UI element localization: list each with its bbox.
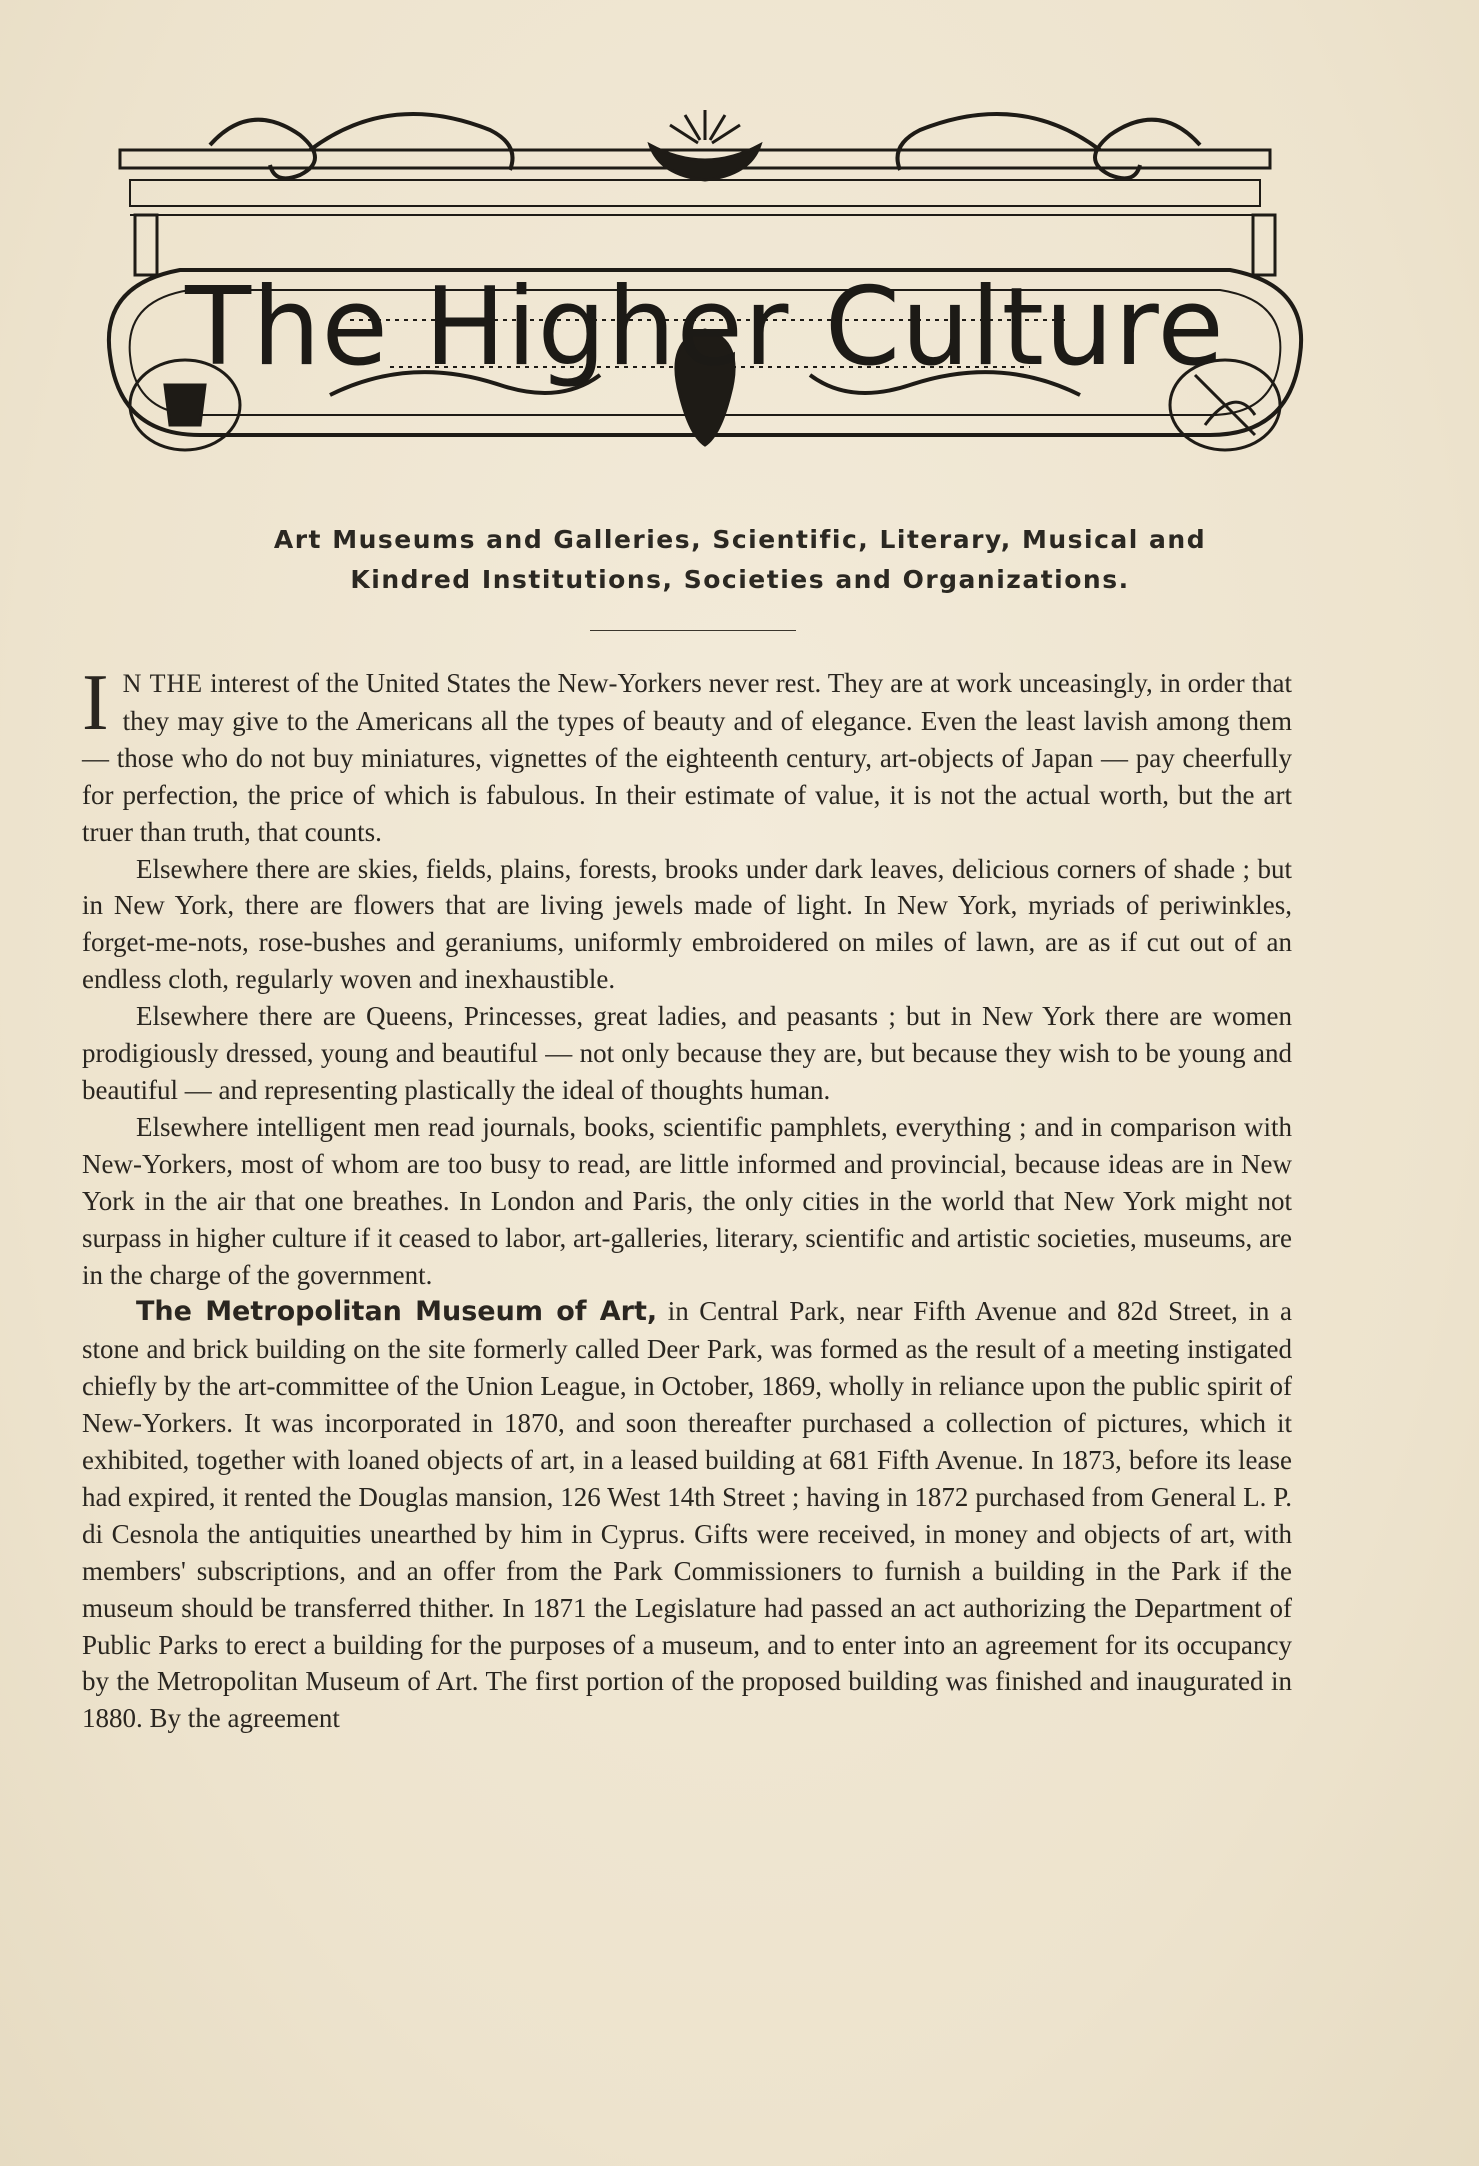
paragraph-2: Elsewhere there are skies, fields, plains, forests, brooks under dark leaves, delicious corners of shade ; but in New York, there are flowers that are living jewels made of light. In New York, myriads of periwinkles, forget-me-nots, rose-bushes and geraniums, uniformly embroidered on miles of lawn, are as if cut out of an endless cloth, regularly woven and inexhaustible. [82, 853, 1292, 995]
subtitle-line-2: Kindred Institutions, Societies and Organizations. [350, 565, 1130, 594]
page-title: The Higher Culture [185, 265, 1225, 390]
museum-name-heading: The Metropolitan Museum of Art, [136, 1296, 658, 1328]
paragraph-5 [82, 1293, 1292, 1737]
ornamental-header [90, 105, 1320, 505]
article-body [82, 659, 1292, 1737]
drop-cap: I [82, 659, 109, 747]
paragraph-4: Elsewhere intelligent men read journals, books, scientific pamphlets, everything ; and in comparison with New-Yorkers, most of whom are too busy to read, are little informed and provincial, because ideas are in New York in the air that one breathes. In London and Paris, the only cities in the world that New York might not surpass in higher culture if it ceased to labor, art-galleries, literary, scientific and artistic societies, museums, are in the charge of the government. [82, 1111, 1292, 1290]
small-caps-lead: N THE [122, 669, 204, 698]
subtitle-line-1: Art Museums and Galleries, Scientific, Literary, Musical and [273, 525, 1207, 554]
paragraph-1-text: interest of the United States the New-Yorkers never rest. They are at work unceasingly, in order that they may give to the Americans all the types of beauty and of elegance. Even the least lavish among them — those who do not buy miniatures, vignettes of the eighteenth century, art-objects of Japan — pay cheerfully for perfection, the price of which is fabulous. In their estimate of value, it is not the actual worth, but the art truer than truth, that counts. [82, 668, 1292, 847]
paragraph-3: Elsewhere there are Queens, Princesses, great ladies, and peasants ; but in New York there are women prodigiously dressed, young and beautiful — not only because they are, but because they wish to be young and beautiful — and representing plastically the ideal of thoughts human. [82, 1001, 1292, 1105]
paragraph-5-text: in Central Park, near Fifth Avenue and 82d Street, in a stone and brick building on the site formerly called Deer Park, was formed as the result of a meeting instigated chiefly by the art-committee of the Union League, in October, 1869, wholly in reliance upon the public spirit of New-Yorkers. It was incorporated in 1870, and soon thereafter purchased a collection of pictures, which it exhibited, together with loaned objects of art, in a leased building at 681 Fifth Avenue. In 1873, before its lease had expired, it rented the Douglas mansion, 126 West 14th Street ; having in 1872 purchased from General L. P. di Cesnola the antiquities unearthed by him in Cyprus. Gifts were received, in money and objects of art, with members' subscriptions, and an offer from the Park Commissioners to furnish a building in the Park if the museum should be transferred thither. In 1871 the Legislature had passed an act authorizing the Department of Public Parks to erect a building for the purposes of a museum, and to enter into an agreement for its occupancy by the Metropolitan Museum of Art. The first portion of the proposed building was finished and inaugurated in 1880. By the agreement [82, 1296, 1292, 1734]
paragraph-1 [82, 659, 1292, 851]
divider [590, 630, 796, 631]
